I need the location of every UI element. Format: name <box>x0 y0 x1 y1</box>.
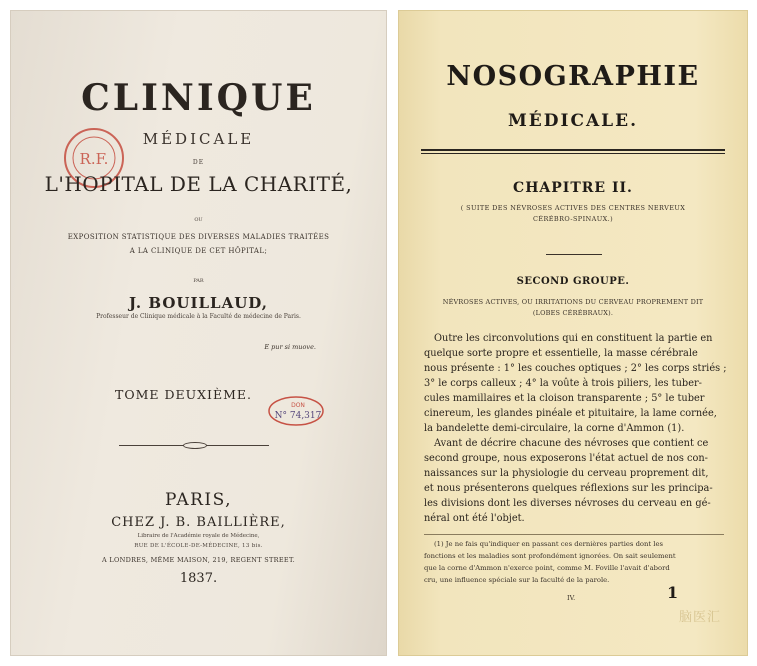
double-rule <box>421 149 725 151</box>
epigraph: E pur si muove. <box>264 343 316 351</box>
short-rule <box>546 254 602 255</box>
footnote-line: que la corne d'Ammon n'exerce point, comme M. Foville l'avait d'abord <box>424 564 670 572</box>
body-line: quelque sorte propre et essentielle, la masse cérébrale <box>424 348 698 359</box>
body-line: et nous présenterons quelques réflexions sur les principa- <box>424 483 713 494</box>
connector-ou: OU <box>194 217 203 223</box>
group-subheading-2: (LOBES CÉRÉBRAUX). <box>532 309 614 317</box>
group-heading: SECOND GROUPE. <box>516 276 630 287</box>
body-line: nous présente : 1° les couches optiques ; 2° les corps striés ; <box>424 363 727 374</box>
stamp-don-number: N° 74,317 <box>274 411 322 421</box>
hospital-name: L'HOPITAL DE LA CHARITÉ, <box>44 172 353 196</box>
publisher-info-1: Libraire de l'Académie royale de Médecine, <box>137 533 260 539</box>
connector-de: DE <box>192 159 205 166</box>
body-line: naissances sur la physiologie du cerveau proprement dit, <box>424 468 709 479</box>
footnote-line: cru, une influence spéciale sur la faculté de la parole. <box>424 576 610 584</box>
author-title: Professeur de Clinique médicale à la Faculté de médecine de Paris. <box>96 313 301 320</box>
author-name: J. BOUILLAUD, <box>128 294 268 312</box>
chapter-heading: CHAPITRE II. <box>513 180 633 196</box>
group-subheading-1: NÉVROSES ACTIVES, OU IRRITATIONS DU CERVEAU PROPREMENT DIT <box>442 298 704 306</box>
donation-stamp-icon <box>267 395 325 427</box>
exposition-line-2: A LA CLINIQUE DE CET HÔPITAL; <box>129 247 268 255</box>
footnote-line: fonctions et les maladies sont profondément ignorées. On sait seulement <box>424 552 676 560</box>
stamp-bf-text: R.F. <box>79 150 109 168</box>
footnote-rule <box>424 534 724 535</box>
body-line: Outre les circonvolutions qui en constituent la partie en <box>434 333 713 344</box>
chapter-subheading-1: ( SUITE DES NÉVROSES ACTIVES DES CENTRES NERVEUX <box>460 204 686 212</box>
publication-year: 1837. <box>179 571 218 586</box>
chapter-subheading-2: CÉRÉBRO-SPINAUX.) <box>532 215 614 223</box>
footnote-line: (1) Je ne fais qu'indiquer en passant ces dernières parties dont les <box>434 540 663 548</box>
section-title: NOSOGRAPHIE <box>446 61 700 92</box>
publisher-info-2: RUE DE L'ÉCOLE-DE-MÉDECINE, 13 bis. <box>134 543 263 549</box>
double-rule-thin <box>421 153 725 154</box>
page-mark: 1 <box>667 583 679 602</box>
book-subtitle: MÉDICALE <box>142 130 255 148</box>
section-subtitle: MÉDICALE. <box>507 111 639 131</box>
chapter-page <box>398 10 748 656</box>
body-line: 3° le corps calleux ; 4° la voûte à trois piliers, les tuber- <box>424 378 702 389</box>
exposition-line-1: EXPOSITION STATISTIQUE DES DIVERSES MALADIES TRAITÉES <box>67 233 330 241</box>
connector-par: PAR <box>193 278 204 284</box>
body-line: cinereum, les glandes pinéale et pituitaire, la lame cornée, <box>424 408 717 419</box>
publication-city: PARIS, <box>164 490 233 510</box>
watermark: 脑医汇 <box>679 610 722 625</box>
ornament-icon <box>183 442 207 449</box>
book-title: CLINIQUE <box>81 77 316 119</box>
body-line: néral ont été l'objet. <box>424 513 525 524</box>
body-line: Avant de décrire chacune des névroses que contient ce <box>434 438 709 449</box>
publisher-info-3: A LONDRES, MÊME MAISON, 219, REGENT STREET. <box>102 556 295 564</box>
body-line: cules mamillaires et la cloison transparente ; 5° le tuber <box>424 393 705 404</box>
signature-mark: IV. <box>567 594 576 602</box>
volume-label: TOME DEUXIÈME. <box>114 387 253 402</box>
title-page <box>10 10 387 656</box>
stamp-don-label: DON <box>291 402 305 409</box>
body-line: second groupe, nous exposerons l'état actuel de nos con- <box>424 453 708 464</box>
publisher-name: CHEZ J. B. BAILLIÈRE, <box>111 515 286 530</box>
body-line: la bandelette demi-circulaire, la corne d'Ammon (1). <box>424 423 685 434</box>
body-line: les divisions dont les diverses névroses du cerveau en gé- <box>424 498 711 509</box>
